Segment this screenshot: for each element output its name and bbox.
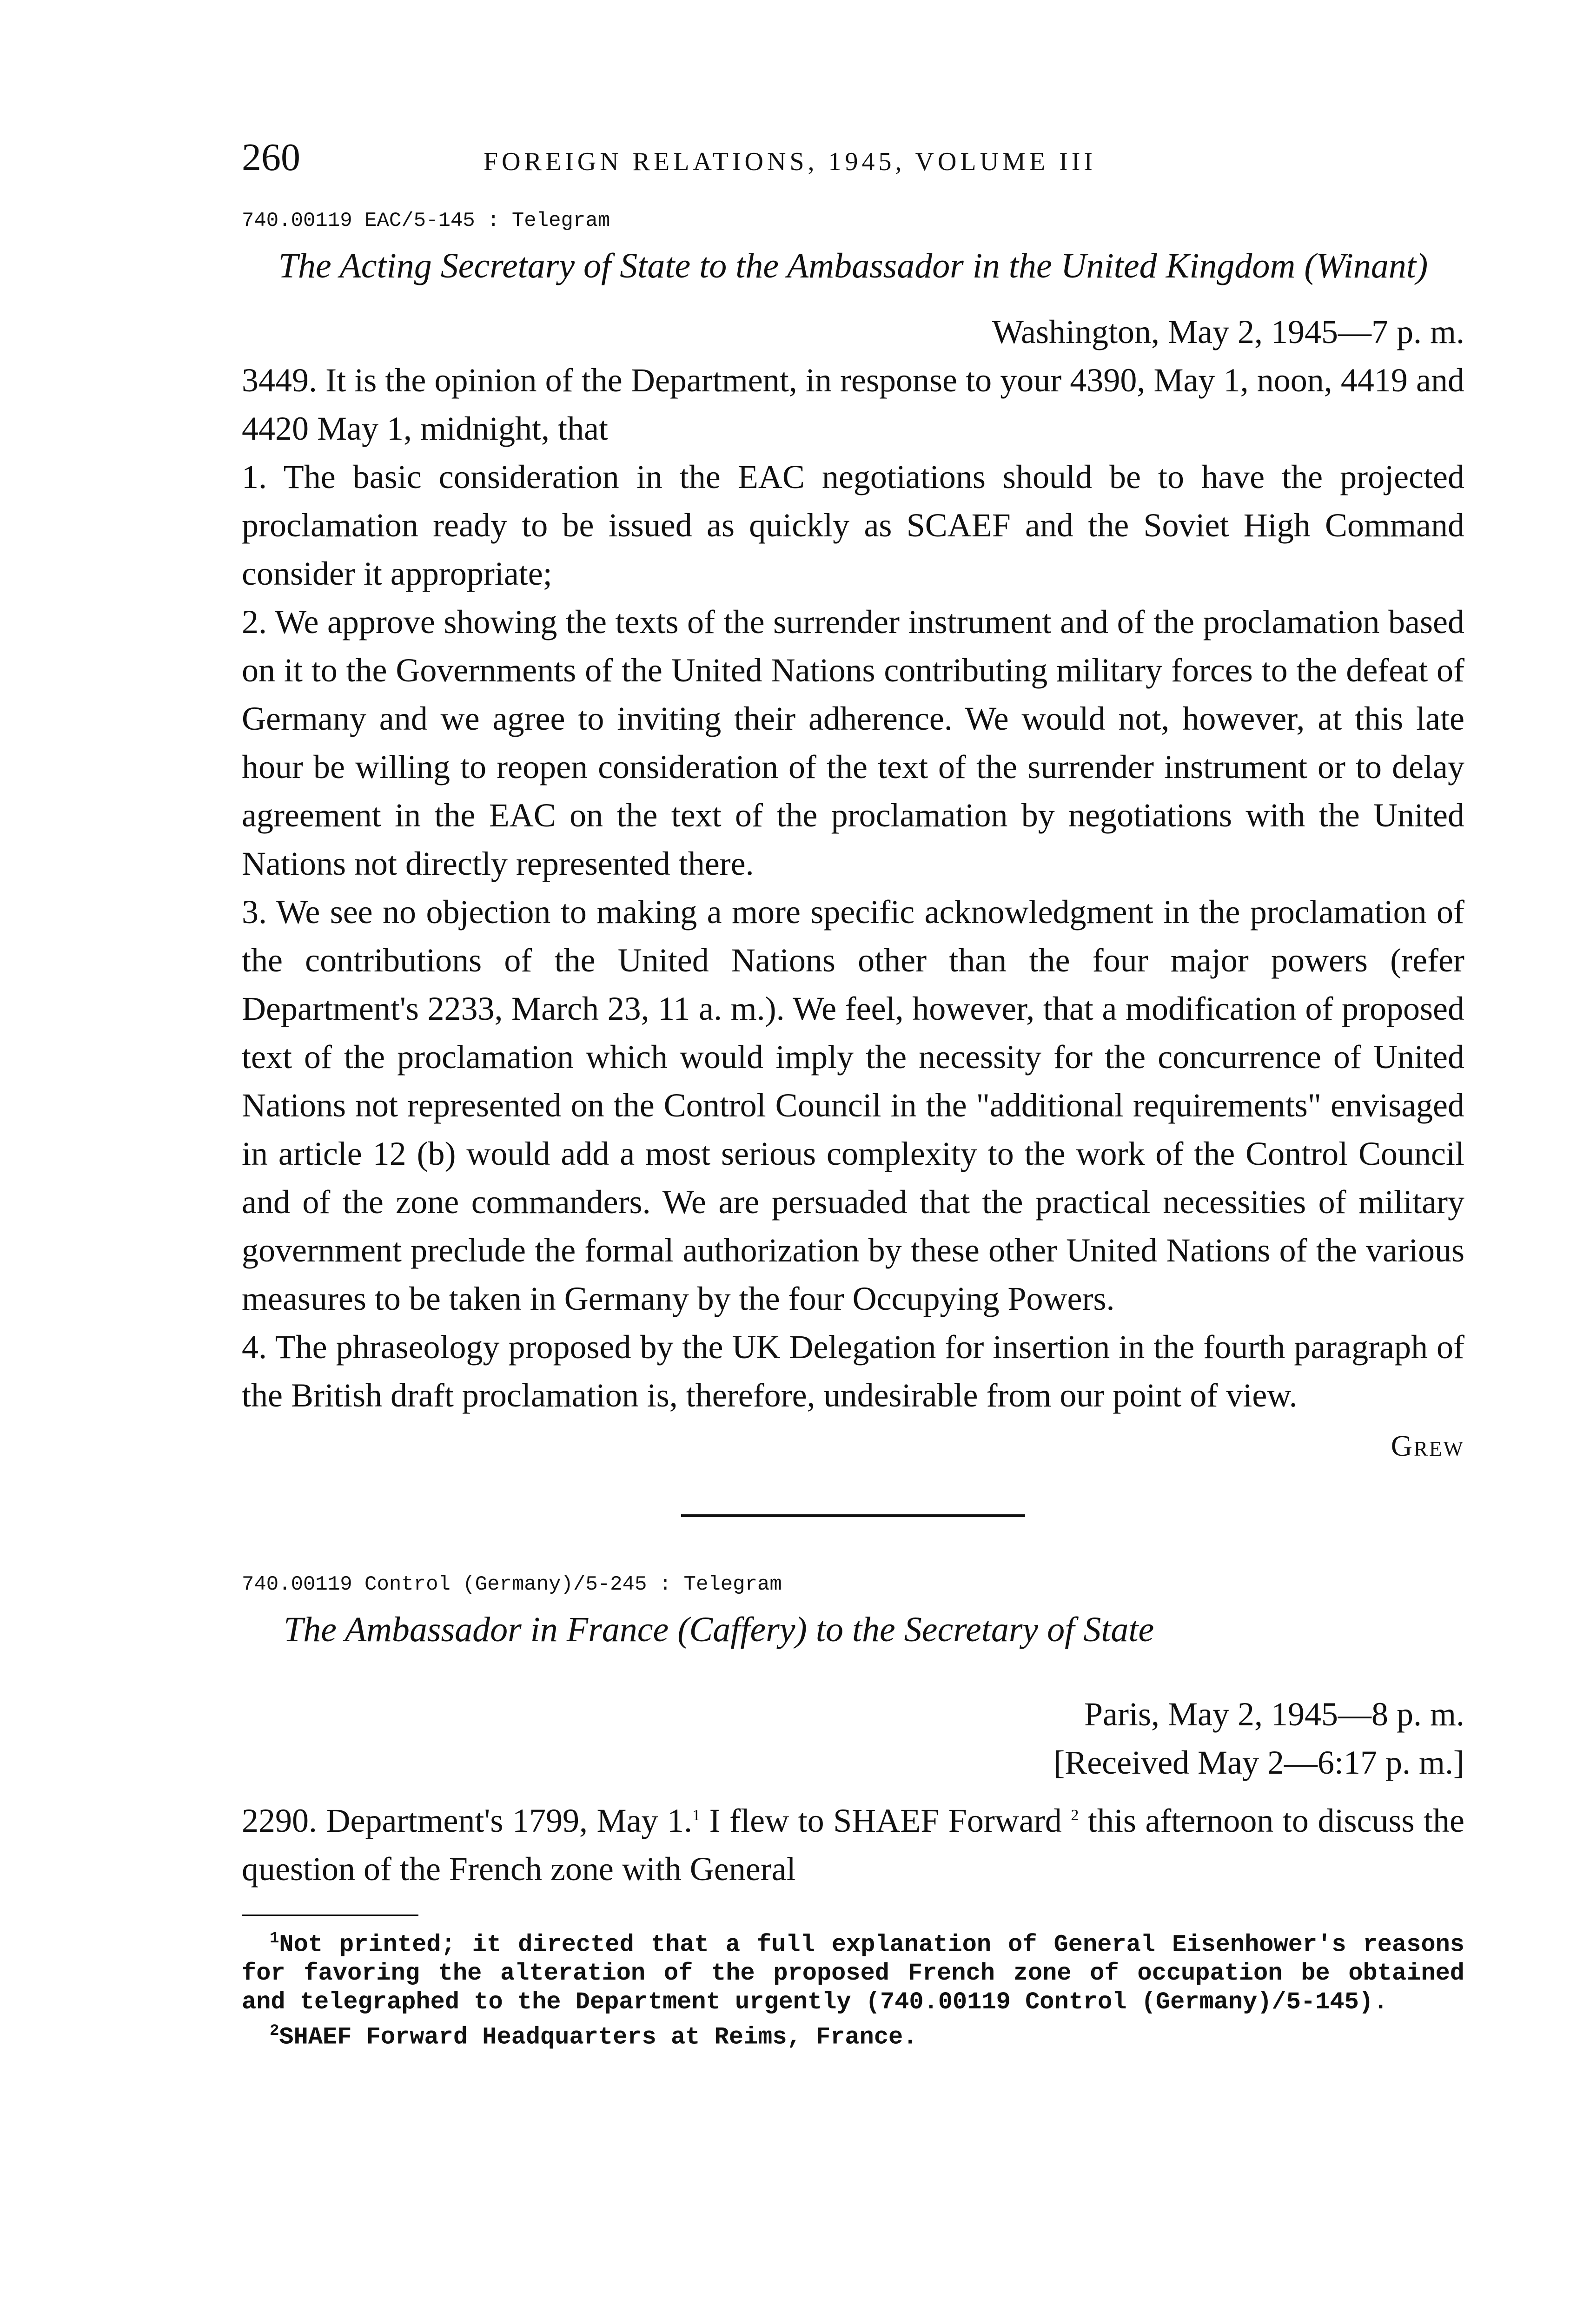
paragraph-start: 2290. Department's 1799, May 1. — [242, 1802, 693, 1839]
paragraph-end: this afternoon to discuss the question of the French zone with General — [242, 1802, 1464, 1888]
footnote-rule — [242, 1915, 418, 1916]
document-page — [242, 135, 1464, 2052]
footnote-ref-2[interactable]: 2 — [1071, 1807, 1079, 1824]
page-header — [242, 135, 1464, 205]
page-number: 260 — [242, 136, 300, 179]
footnote-1 — [242, 1924, 1464, 2017]
dateline-1: Washington, May 2, 1945—7 p. m. — [992, 313, 1464, 350]
received-line: [Received May 2—6:17 p. m.] — [1053, 1744, 1464, 1781]
paragraph-1: 1. The basic consideration in the EAC negotiations should be to have the projected proclamation ready to be issued as quickly as SCAEF and the Soviet High Command consider it appropriate; — [242, 458, 1464, 592]
file-reference-1: 740.00119 EAC/5-145 : Telegram — [242, 209, 610, 232]
signature: Grew — [1391, 1429, 1464, 1462]
paragraph-telegram-2290 — [242, 1791, 1464, 1893]
footnote-2-mark: 2 — [270, 2022, 279, 2040]
paragraph-4: 4. The phraseology proposed by the UK Delegation for insertion in the fourth paragraph of the British draft proclamation is, therefore, undesirable from our point of view. — [242, 1328, 1464, 1414]
document-title-2: The Ambassador in France (Caffery) to the Secretary of State — [284, 1610, 1154, 1649]
dateline-2: Paris, May 2, 1945—8 p. m. — [1084, 1696, 1464, 1733]
paragraph-2: 2. We approve showing the texts of the surrender instrument and of the proclamation based on it to the Governments of the United Nations contributing military forces to the defeat of Germany and we agree to inviting their adherence. We would not, however, at this late hour be willing to reopen consideration of the text of the surrender instrument or to delay agreement in the EAC on the text of the proclamation by negotiations with the United Nations not directly represented there. — [242, 603, 1464, 882]
document-title-1: The Acting Secretary of State to the Ambassador in the United Kingdom (Winant) — [278, 246, 1428, 285]
footnote-2 — [242, 2017, 1464, 2052]
running-head: FOREIGN RELATIONS, 1945, VOLUME III — [484, 147, 1097, 176]
footnote-2-text: SHAEF Forward Headquarters at Reims, France. — [279, 2023, 918, 2051]
footnote-1-mark: 1 — [270, 1930, 279, 1948]
paragraph-intro: 3449. It is the opinion of the Department, in response to your 4390, May 1, noon, 4419 and 4420 May 1, midnight, that — [242, 362, 1464, 447]
section-divider — [681, 1514, 1025, 1517]
file-reference-2: 740.00119 Control (Germany)/5-245 : Telegram — [242, 1573, 782, 1596]
paragraph-3: 3. We see no objection to making a more specific acknowledgment in the proclamation of the contributions of the United Nations other than the four major powers (refer Department's 2233, March 23, 11 a. m.). We feel, however, that a modification of proposed text of the proclamation which would imply the necessity for the concurrence of United Nations not represented on the Control Council in the "additional requirements" envisaged in article 12 (b) would add a most serious complexity to the work of the Control Council and of the zone commanders. We are persuaded that the practical necessities of military government preclude the formal authorization by these other United Nations of the various measures to be taken in Germany by the four Occupying Powers. — [242, 893, 1464, 1317]
paragraph-mid: I flew to SHAEF Forward — [700, 1802, 1071, 1839]
footnote-ref-1[interactable]: 1 — [692, 1807, 701, 1824]
footnote-1-text: Not printed; it directed that a full explanation of General Eisenhower's reasons for favoring the alteration of the proposed French zone of occupation be obtained and telegraphed to the Department urgently (740.00119 Control (Germany)/5-145). — [242, 1931, 1464, 2016]
